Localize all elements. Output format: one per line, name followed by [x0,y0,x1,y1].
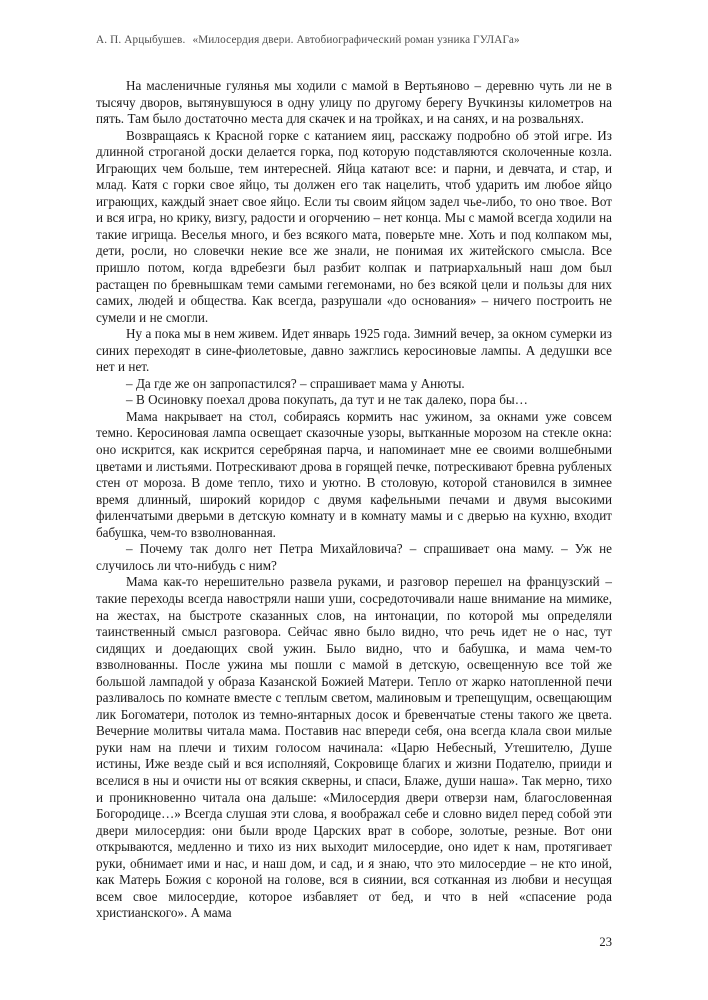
paragraph-7-dialogue: – Почему так долго нет Петра Михайловича? – спрашивает она маму. – Уж не случилось ли что-нибудь с ним? [96,541,612,573]
body-text-column [96,78,612,922]
paragraph-6: Мама накрывает на стол, собираясь кормить нас ужином, за окнами уже совсем темно. Керосиновая лампа освещает сказочные узоры, вытканные морозом на стекле окна: оно искрится, как искрится серебряная парча, и напоминает мне ее своими волшебными цветами и листьями. Потрескивают дрова в горящей печке, потрескивают бревна рубленых стен от мороза. В доме тепло, тихо и уютно. В столовую, которой становился в зимнее время длинный, широкий коридор с двумя кафельными печами и двумя высокими филенчатыми дверьми в детскую комнату и в комнату мамы и с дверью на кухню, входит бабушка, чем-то взволнованная. [96,408,612,540]
running-head-title: «Милосердия двери. Автобиографический роман узника ГУЛАГа» [192,34,520,46]
paragraph-8: Мама как-то нерешительно развела руками, и разговор перешел на французский – такие переходы всегда навостряли наши уши, сосредоточивали наше внимание на мимике, на жестах, на быстроте сказанных слов, на интонации, по которой мы определяли таинственный смысл разговора. Сейчас явно было видно, что речь идет не о нас, тут сидящих и доедающих свой ужин. Было видно, что и бабушка, и мама чем-то взволнованны. После ужина мы пошли с мамой в детскую, освещенную все той же большой лампадой у образа Казанской Божией Матери. Тепло от жарко натопленной печи разливалось по комнате вместе с теплым светом, малиновым и трепещущим, освещающим лик Богоматери, потолок из темно-янтарных досок и бревенчатые стены такого же цвета. Вечерние молитвы читала мама. Поставив нас впереди себя, она всегда клала свои милые руки нам на плечи и тихим голосом начинала: «Царю Небесный, Утешителю, Душе истины, Иже везде сый и вся исполняяй, Сокровище благих и жизни Подателю, прииди и вселися в ны и очисти ны от всякия скверны, и спаси, Блаже, души наша». Так мерно, тихо и проникновенно читала она дальше: «Милосердия двери отверзи нам, благословенная Богородице…» Всегда слушая эти слова, я воображал себе и словно видел перед собой эти двери милосердия: они были вроде Царских врат в соборе, золотые, резные. Вот они открываются, медленно и тихо из них выходит милосердие, оно идет к нам, протягивает руки, обнимает ими и нас, и наш дом, и сад, и я знаю, что это милосердие – не кто иной, как Матерь Божия с короной на голове, вся в сиянии, вся сотканная из любви и несущая всем свое милосердие, которое избавляет от бед, и что в ней «спасение рода христианского». А мама [96,574,612,921]
running-head-author: А. П. Арцыбушев. [96,34,186,46]
paragraph-3: Ну а пока мы в нем живем. Идет январь 1925 года. Зимний вечер, за окном сумерки из синих переходят в сине-фиолетовые, давно зажглись керосиновые лампы. А дедушки все нет и нет. [96,326,612,375]
paragraph-1: На масленичные гулянья мы ходили с мамой в Вертьяново – деревню чуть ли не в тысячу дворов, вытянувшуюся в одну улицу по другому берегу Вучкинзы километров на пять. Там было достаточно места для скачек и на тройках, и на санях, и на розвальнях. [96,78,612,127]
paragraph-4-dialogue: – Да где же он запропастился? – спрашивает мама у Анюты. [126,375,465,391]
paragraph-5-dialogue: – В Осиновку поехал дрова покупать, да тут и не так далеко, пора бы… [126,392,528,408]
running-head [96,33,612,47]
paragraph-2: Возвращаясь к Красной горке с катанием яиц, расскажу подробно об этой игре. Из длинной строганой доски делается горка, под которую подставляются сколоченные козла. Играющих чем больше, тем интересней. Яйца катают все: и парни, и девчата, и стар, и млад. Катя с горки свое яйцо, ты должен его так нацелить, чтоб ударить им любое яйцо играющих, каждый знает свое яйцо. Если ты своим яйцом задел чье-либо, то оно твое. Вот и вся игра, но крику, визгу, радости и огорчению – нет конца. Мы с мамой всегда ходили на такие игрища. Веселья много, и без всякого мата, поверьте мне. Хоть и под колпаком мы, дети, росли, но словечки некие все же знали, не понимая их житейского смысла. Все пришло потом, когда вдребезги был разбит колпак и патриархальный наш дом был растащен по бревнышкам теми самыми гегемонами, но без всякой цели и пользы для них самих, людей и общества. Как всегда, разрушали «до основания» – ничего построить не сумели и не смогли. [96,127,612,325]
page-number: 23 [599,935,612,949]
